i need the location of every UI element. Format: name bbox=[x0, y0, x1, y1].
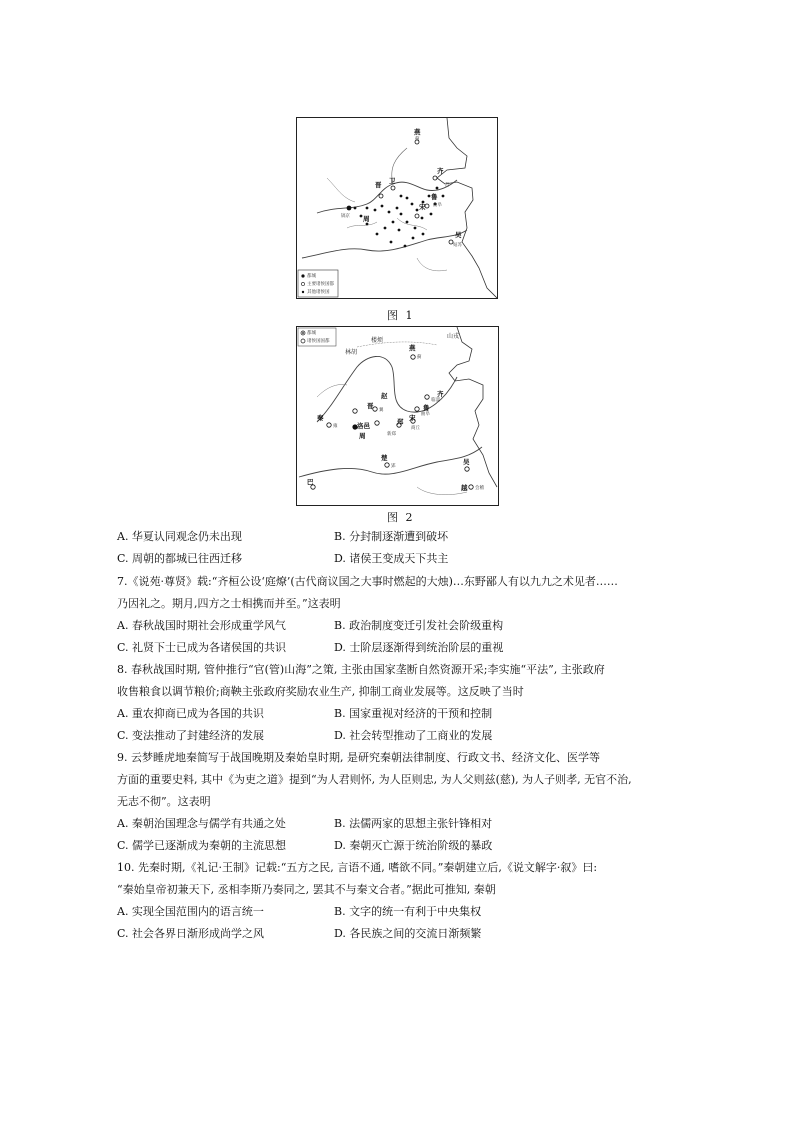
figure-1-map bbox=[296, 117, 498, 299]
map-label: 燕 bbox=[409, 344, 416, 352]
q9-option-d: D. 秦朝灭亡源于统治阶级的暴政 bbox=[334, 839, 493, 852]
q7-option-c: C. 礼贤下士已成为各诸侯国的共识 bbox=[117, 641, 287, 654]
figure-2-map-drawing bbox=[297, 327, 498, 505]
figure-2-caption: 图 2 bbox=[387, 511, 415, 524]
q7-stem-line-2: 乃因礼之。期月,四方之士相携而并至。”这表明 bbox=[117, 597, 341, 610]
legend-item: 诸侯国国都 bbox=[307, 339, 330, 344]
map-label: 齐 bbox=[437, 167, 444, 175]
map-label: 楼烦 bbox=[371, 337, 384, 344]
map-label: 吴 bbox=[455, 231, 462, 239]
map-label: 越 bbox=[461, 484, 468, 492]
map-label: 宋 bbox=[409, 414, 416, 422]
map-label: 郑 bbox=[397, 418, 404, 426]
q7-stem-line-1: 7.《说苑·尊贤》载:“齐桓公设‘庭燎’(古代商议国之大事时燃起的大烛)…东野鄙人有以九九之术见者…… bbox=[117, 575, 618, 588]
q8-option-c: C. 变法推动了封建经济的发展 bbox=[117, 729, 265, 742]
q7-option-a: A. 春秋战国时期社会形成重学风气 bbox=[117, 619, 286, 632]
q10-option-d: D. 各民族之间的交流日渐频繁 bbox=[334, 927, 482, 940]
map-label: 新郑 bbox=[387, 432, 396, 437]
map-label: 赵 bbox=[381, 392, 388, 400]
map-label: 曲阜 bbox=[433, 203, 442, 208]
q8-option-b: B. 国家重视对经济的干预和控制 bbox=[334, 707, 493, 720]
q8-option-d: D. 社会转型推动了工商业的发展 bbox=[334, 729, 493, 742]
legend-item: 都城 bbox=[307, 331, 316, 336]
q10-stem-line-2: “秦始皇帝初兼天下, 丞相李斯乃奏同之, 罢其不与秦文合者。”据此可推知, 秦朝 bbox=[117, 883, 496, 896]
q8-stem-line-1: 8. 春秋战国时期, 管仲推行“官(管)山海”之策, 主张由国家垄断自然资源开采;李实施“平法”, 主张政府 bbox=[117, 663, 605, 676]
map-label: 卫 bbox=[389, 177, 396, 185]
map-label: 周 bbox=[359, 432, 366, 440]
legend-item: 其他诸侯国 bbox=[307, 290, 330, 295]
legend-item: 都城 bbox=[307, 274, 316, 279]
map-label: 翼 bbox=[379, 408, 384, 413]
map-label: 燕 bbox=[414, 128, 421, 136]
q9-option-c: C. 儒学已逐渐成为秦朝的主流思想 bbox=[117, 839, 287, 852]
q6-option-d: D. 诸侯王变成天下共主 bbox=[334, 552, 449, 565]
q10-option-a: A. 实现全国范围内的语言统一 bbox=[117, 905, 264, 918]
q10-stem-line-1: 10. 先秦时期,《礼记·王制》记载:“五方之民, 言语不通, 嗜欲不同。”秦朝建立后,《说文解字·叙》曰: bbox=[117, 861, 598, 874]
q7-option-d: D. 士阶层逐渐得到统治阶层的重视 bbox=[334, 641, 504, 654]
map-label: 宋 bbox=[419, 203, 426, 211]
q10-option-c: C. 社会各界日渐形成尚学之风 bbox=[117, 927, 265, 940]
map-label: 鲁 bbox=[431, 193, 438, 201]
map-label: 商丘 bbox=[411, 426, 420, 431]
figure-2-map bbox=[296, 326, 499, 506]
map-label: 巴 bbox=[307, 478, 314, 486]
q6-option-c: C. 周朝的都城已往西迁移 bbox=[117, 552, 243, 565]
q9-stem-line-2: 方面的重要史料, 其中《为吏之道》提到“为人君则怀, 为人臣则忠, 为人父则兹(慈), 为人子则孝, 无官不治, bbox=[117, 773, 632, 786]
q9-stem-line-3: 无志不彻”。这表明 bbox=[117, 795, 211, 808]
q8-stem-line-2: 收售粮食以调节粮价;商鞅主张政府奖励农业生产, 抑制工商业发展等。这反映了当时 bbox=[117, 685, 524, 698]
map-label: 镐京 bbox=[341, 214, 350, 219]
legend-item: 主要诸侯国都 bbox=[307, 282, 334, 287]
map-label: 曲阜 bbox=[421, 412, 430, 417]
map-label: 山戎 bbox=[447, 333, 460, 340]
map-label: 周 bbox=[363, 215, 370, 223]
map-label: 晋 bbox=[367, 402, 374, 410]
map-label: 雍 bbox=[333, 424, 338, 429]
q8-option-a: A. 重农抑商已成为各国的共识 bbox=[117, 707, 264, 720]
map-label: 齐 bbox=[437, 390, 444, 398]
map-label: 会稽 bbox=[475, 486, 484, 491]
map-label: 莒 bbox=[445, 183, 450, 188]
map-label: 楚 bbox=[381, 454, 388, 462]
map-label: 洛邑 bbox=[357, 422, 370, 430]
q9-option-a: A. 秦朝治国理念与儒学有共通之处 bbox=[117, 817, 286, 830]
q7-option-b: B. 政治制度变迁引发社会阶级重构 bbox=[334, 619, 504, 632]
map-label: 郢 bbox=[391, 464, 396, 469]
q9-option-b: B. 法儒两家的思想主张针锋相对 bbox=[334, 817, 493, 830]
map-label: 吴 bbox=[463, 458, 470, 466]
figure-1-caption: 图 1 bbox=[387, 309, 415, 322]
map-label: 晋 bbox=[375, 181, 382, 189]
q6-option-b: B. 分封制逐渐遭到破坏 bbox=[334, 530, 449, 543]
map-label: 秦 bbox=[317, 414, 324, 422]
figure-1-map-drawing bbox=[297, 118, 497, 298]
map-label: 林胡 bbox=[345, 349, 358, 356]
map-label: 姑苏 bbox=[453, 243, 462, 248]
map-label: 蓟 bbox=[417, 355, 422, 360]
q10-option-b: B. 文字的统一有利于中央集权 bbox=[334, 905, 482, 918]
q6-option-a: A. 华夏认同观念仍未出现 bbox=[117, 530, 242, 543]
q9-stem-line-1: 9. 云梦睡虎地秦简写于战国晚期及秦始皇时期, 是研究秦朝法律制度、行政文书、经济文化、医学等 bbox=[117, 751, 600, 764]
map-label: 蓟 bbox=[415, 137, 420, 142]
map-label: 鲁 bbox=[423, 404, 430, 412]
map-label: 临淄 bbox=[431, 398, 440, 403]
